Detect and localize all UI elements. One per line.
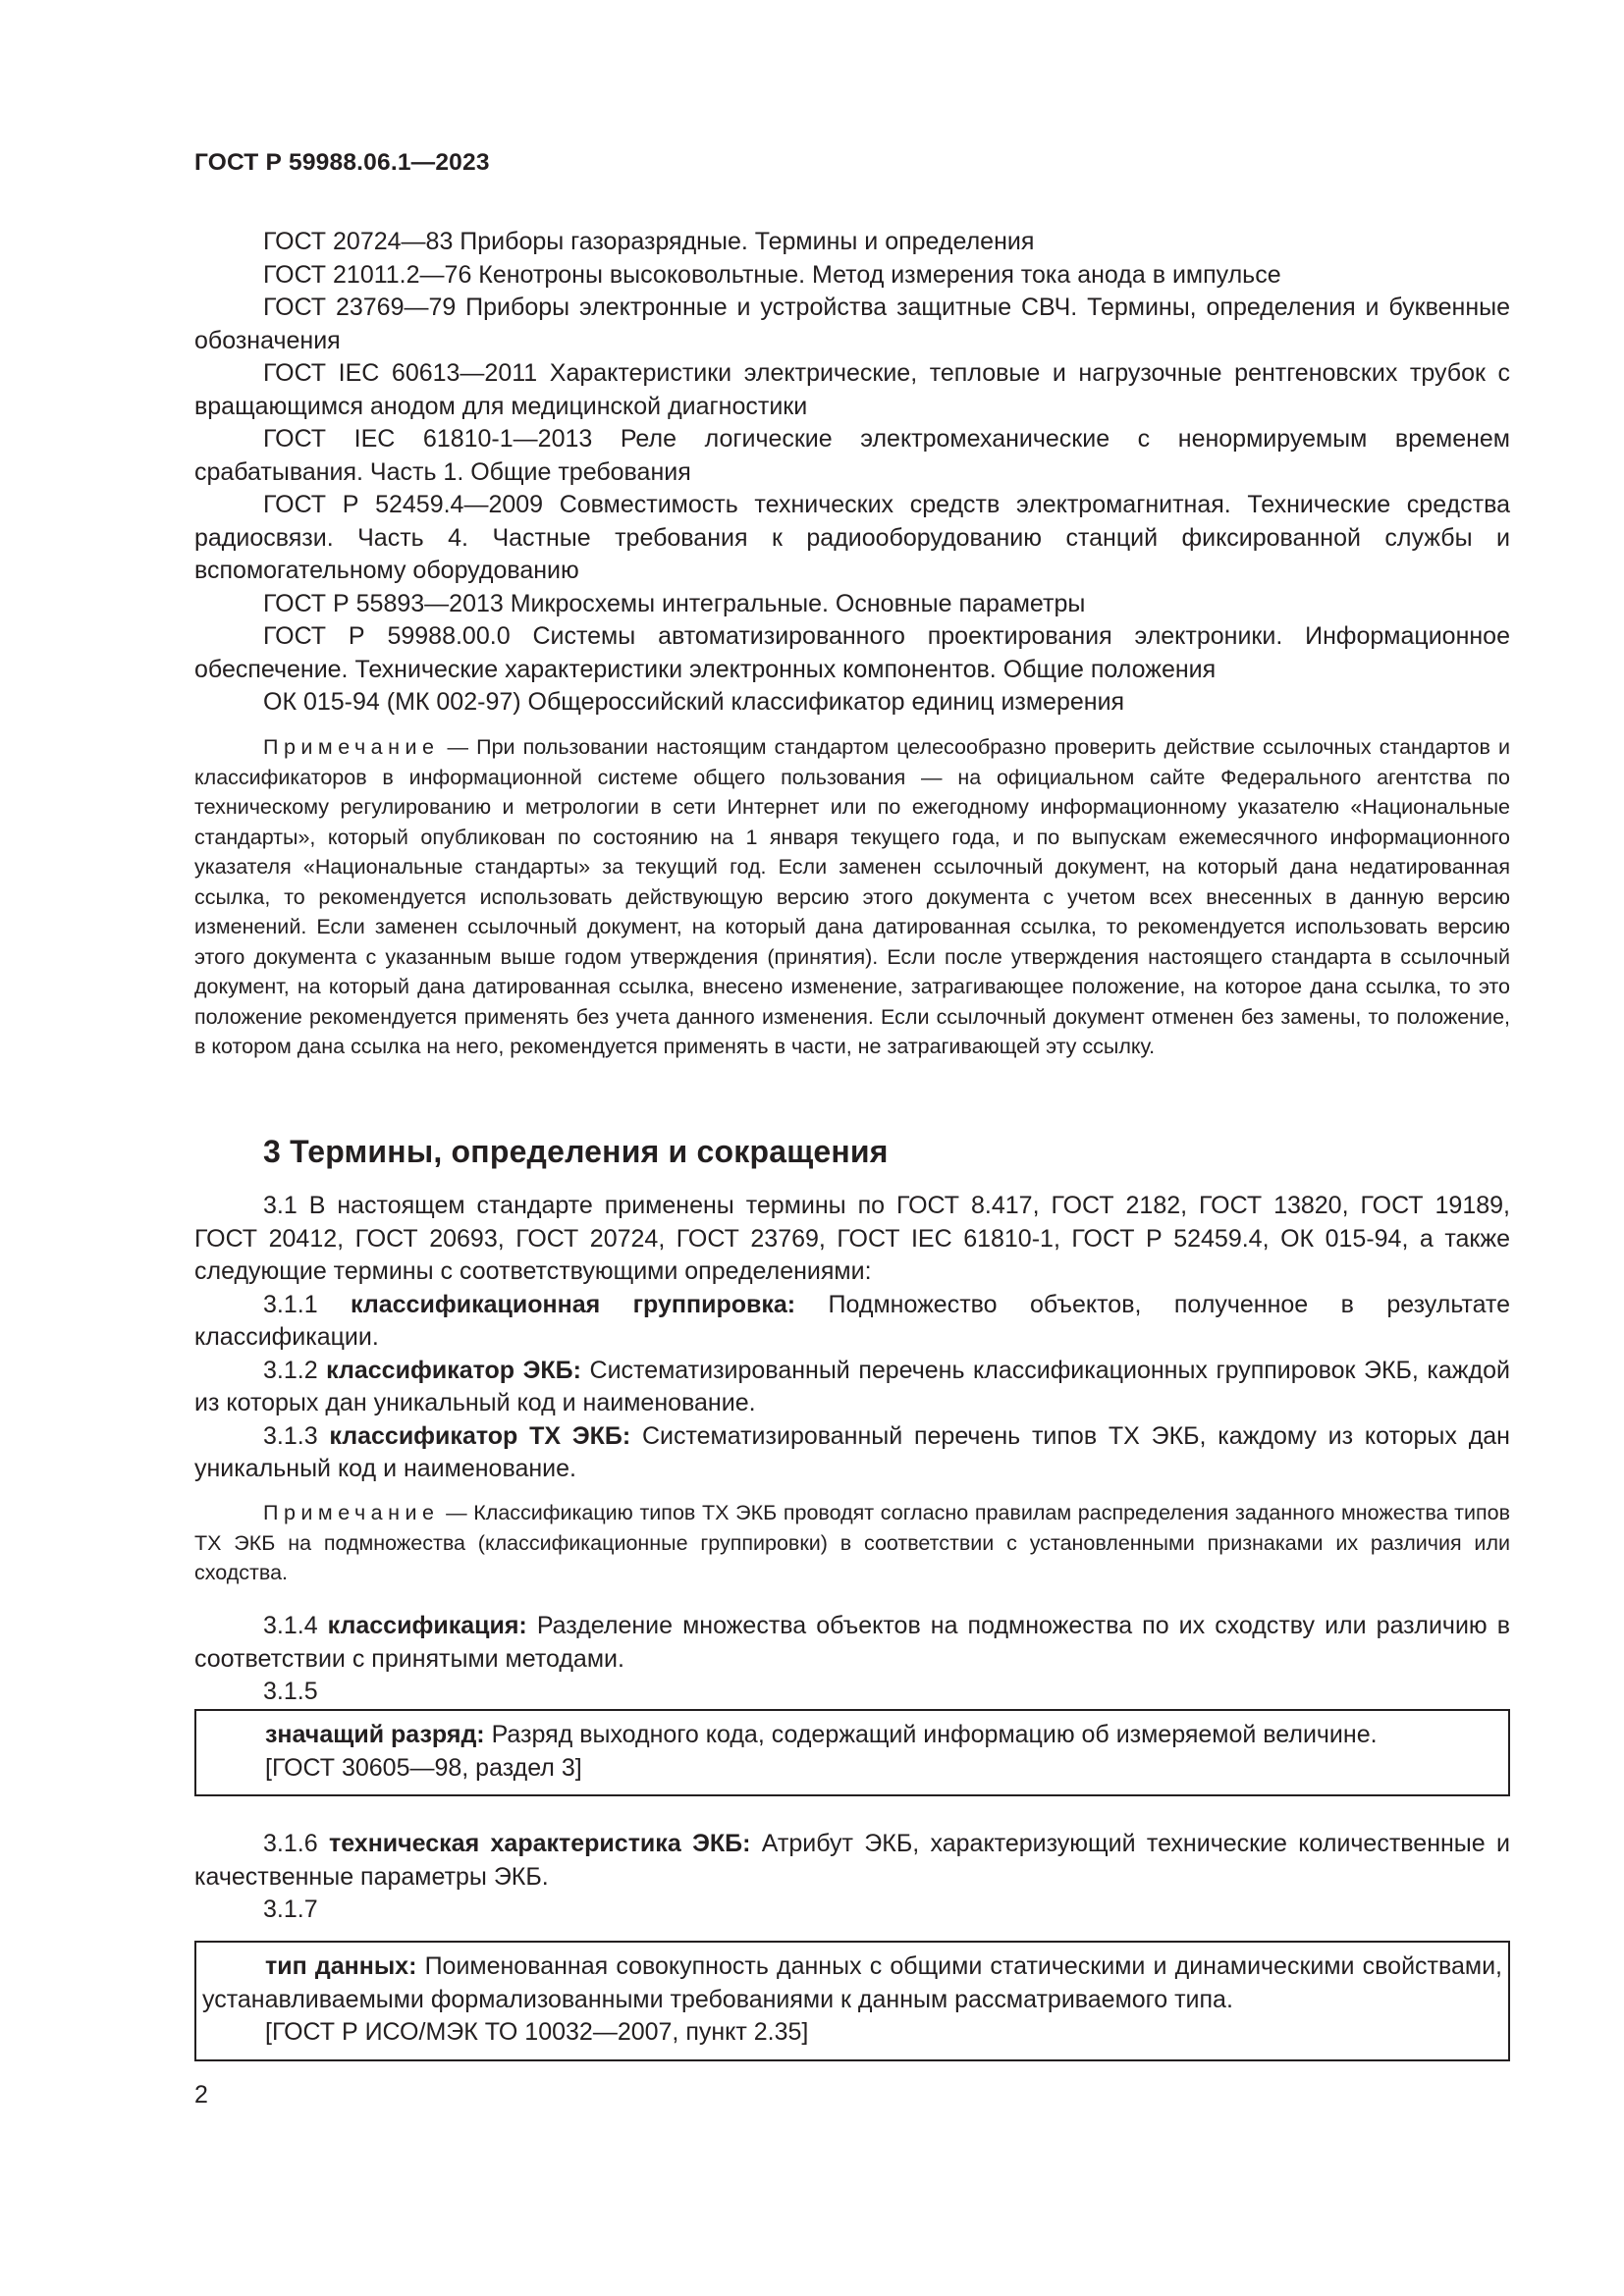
term-number: 3.1.7	[263, 1896, 318, 1923]
term-name: классификатор ТХ ЭКБ:	[329, 1421, 631, 1450]
term-definition: Разряд выходного кода, содержащий информацию об измеряемой величине.	[484, 1721, 1378, 1748]
term-definition: Систематизированный перечень классификационных группировок ЭКБ, каждой из которых дан уникальный код и наименование.	[194, 1356, 1510, 1416]
term-name: тип данных:	[265, 1952, 417, 1980]
term-entry: 3.1.4 классификация: Разделение множества объектов на подмножества по их сходству или различию в соответствии с принятыми методами.	[194, 1612, 1510, 1673]
reference-item: ГОСТ IEC 60613—2011 Характеристики электрические, тепловые и нагрузочные рентгеновских трубок с вращающимся анодом для медицинской диагностики	[194, 359, 1510, 420]
reference-item: ГОСТ 21011.2—76 Кенотроны высоковольтные. Метод измерения тока анода в импульсе	[263, 260, 1281, 289]
reference-item: ГОСТ IEC 61810-1—2013 Реле логические электромеханические с ненормируемым временем срабатывания. Часть 1. Общие требования	[194, 425, 1510, 486]
reference-item: ГОСТ 23769—79 Приборы электронные и устройства защитные СВЧ. Термины, определения и буквенные обозначения	[194, 294, 1510, 354]
term-number: 3.1.5	[263, 1678, 318, 1705]
quoted-term-box	[194, 1709, 1510, 1796]
term-definition: Атрибут ЭКБ, характеризующий технические количественные и качественные параметры ЭКБ.	[194, 1830, 1510, 1891]
term-definition: Подмножество объектов, полученное в результате классификации.	[194, 1290, 1510, 1351]
references-note	[194, 732, 1510, 1062]
term-entry: 3.1.6 техническая характеристика ЭКБ: Атрибут ЭКБ, характеризующий технические количественные и качественные параметры ЭКБ.	[194, 1830, 1510, 1891]
term-name: значащий разряд:	[265, 1721, 485, 1748]
note-label: Примечание	[263, 735, 440, 759]
reference-item: ГОСТ Р 55893—2013 Микросхемы интегральные. Основные параметры	[263, 589, 1086, 617]
term-source: [ГОСТ 30605—98, раздел 3]	[265, 1753, 582, 1782]
term-entry: 3.1.2 классификатор ЭКБ: Систематизированный перечень классификационных группировок ЭКБ, каждой из которых дан уникальный код и наименование.	[194, 1356, 1510, 1416]
term-definition: Поименованная совокупность данных с общими статическими и динамическими свойствами, устанавливаемыми формализованными требованиями к данным рассматриваемого типа.	[202, 1952, 1502, 2013]
page-number: 2	[194, 2081, 208, 2109]
term-definition: Систематизированный перечень типов ТХ ЭКБ, каждому из которых дан уникальный код и наименование.	[194, 1421, 1510, 1482]
note-label: Примечание	[263, 1501, 440, 1524]
reference-item: ГОСТ Р 59988.00.0 Системы автоматизированного проектирования электроники. Информационное обеспечение. Технические характеристики электронных компонентов. Общие положения	[194, 622, 1510, 683]
note-text: — При пользовании настоящим стандартом целесообразно проверить действие ссылочных стандартов и классификаторов в информационной системе общего пользования — на официальном сайте Федерального агентства по техническому регулированию и метрологии в сети Интернет или по ежегодному информационному указателю «Национальные стандарты», который опубликован по состоянию на 1 января текущего года, и по выпускам ежемесячного информационного указателя «Национальные стандарты» за текущий год. Если заменен ссылочный документ, на который дана недатированная ссылка, то рекомендуется использовать действующую версию этого документа с учетом всех внесенных в данную версию изменений. Если заменен ссылочный документ, на который дана датированная ссылка, то рекомендуется использовать версию этого документа с указанным выше годом утверждения (принятия). Если после утверждения настоящего стандарта в ссылочный документ, на который дана датированная ссылка, внесено изменение, затрагивающее положение, на которое дана ссылка, то это положение рекомендуется применять без учета данного изменения. Если ссылочный документ отменен без замены, то положение, в котором дана ссылка на него, рекомендуется применять в части, не затрагивающей эту ссылку.	[194, 735, 1510, 1058]
term-name: классификатор ЭКБ:	[326, 1356, 581, 1384]
terms-block-3	[194, 1828, 1510, 1927]
term-name: техническая характеристика ЭКБ:	[328, 1830, 751, 1857]
term-entry: 3.1.3 классификатор ТХ ЭКБ: Систематизированный перечень типов ТХ ЭКБ, каждому из которых дан уникальный код и наименование.	[194, 1421, 1510, 1482]
quoted-term-box	[194, 1941, 1510, 2061]
clause-3-1: 3.1 В настоящем стандарте применены термины по ГОСТ 8.417, ГОСТ 2182, ГОСТ 13820, ГОСТ 19189, ГОСТ 20412, ГОСТ 20693, ГОСТ 20724, ГОСТ 23769, ГОСТ IEC 61810-1, ГОСТ Р 52459.4, ОК 015-94, а также следующие термины с соответствующими определениями:	[194, 1192, 1510, 1285]
term-name: классификационная группировка:	[351, 1290, 796, 1318]
term-source: [ГОСТ Р ИСО/МЭК ТО 10032—2007, пункт 2.35]	[265, 2018, 809, 2046]
note-text: — Классификацию типов ТХ ЭКБ проводят согласно правилам распределения заданного множества типов ТХ ЭКБ на подмножества (классификационные группировки) в соответствии с установленными признаками их различия или сходства.	[194, 1501, 1510, 1584]
terms-block-1	[194, 1190, 1510, 1486]
term-entry: 3.1.1 классификационная группировка: Подмножество объектов, полученное в результате классификации.	[194, 1290, 1510, 1351]
term-definition: Разделение множества объектов на подмножества по их сходству или различию в соответствии с принятыми методами.	[194, 1612, 1510, 1673]
reference-item: ГОСТ Р 52459.4—2009 Совместимость технических средств электромагнитная. Технические средства радиосвязи. Часть 4. Частные требования к радиооборудованию станций фиксированной службы и вспомогательному оборудованию	[194, 491, 1510, 584]
section-heading: 3 Термины, определения и сокращения	[263, 1134, 889, 1169]
reference-item: ОК 015-94 (МК 002-97) Общероссийский классификатор единиц измерения	[263, 688, 1125, 716]
terms-block-2	[194, 1610, 1510, 1709]
normative-references-list	[194, 226, 1510, 720]
reference-item: ГОСТ 20724—83 Приборы газоразрядные. Термины и определения	[263, 228, 1035, 255]
term-name: классификация:	[327, 1612, 527, 1639]
classification-note	[194, 1498, 1510, 1588]
running-header: ГОСТ Р 59988.06.1—2023	[194, 149, 490, 176]
